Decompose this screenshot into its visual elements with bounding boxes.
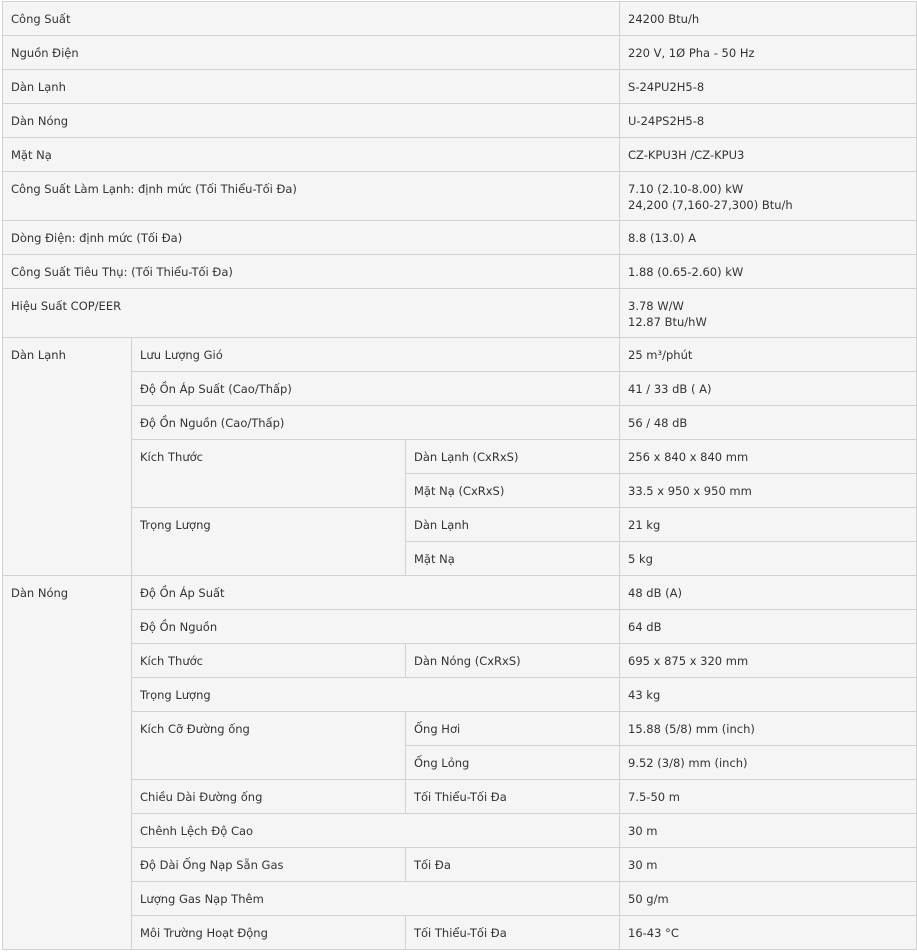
spec-sublabel: Tối Thiểu-Tối Đa xyxy=(406,916,620,950)
spec-sublabel: Dàn Nóng (CxRxS) xyxy=(406,644,620,678)
spec-sublabel: Mặt Nạ xyxy=(406,542,620,576)
spec-row-outdoor-dimensions xyxy=(3,644,917,678)
spec-value: 21 kg xyxy=(620,508,917,542)
spec-sublabel: Tối Thiểu-Tối Đa xyxy=(406,780,620,814)
spec-sublabel: Ống Hơi xyxy=(406,712,620,746)
spec-value: S-24PU2H5-8 xyxy=(620,70,917,104)
spec-label: Lưu Lượng Gió xyxy=(132,338,620,372)
spec-value: 7.10 (2.10-8.00) kW 24,200 (7,160-27,300) Btu/h xyxy=(620,172,917,221)
spec-label: Nguồn Điện xyxy=(3,36,620,70)
spec-row-power-source xyxy=(3,36,917,70)
spec-sublabel: Tối Đa xyxy=(406,848,620,882)
spec-label: Mặt Nạ xyxy=(3,138,620,172)
spec-row-current xyxy=(3,221,917,255)
section-heading-indoor: Dàn Lạnh xyxy=(3,338,132,576)
spec-row-outdoor-sound-pressure xyxy=(3,576,917,610)
spec-label: Dàn Lạnh xyxy=(3,70,620,104)
spec-value: 8.8 (13.0) A xyxy=(620,221,917,255)
spec-label: Công Suất Tiêu Thụ: (Tối Thiểu-Tối Đa) xyxy=(3,255,620,289)
spec-value: 50 g/m xyxy=(620,882,917,916)
spec-value: 220 V, 1Ø Pha - 50 Hz xyxy=(620,36,917,70)
spec-value: 16-43 °C xyxy=(620,916,917,950)
spec-row-outdoor-operating-range xyxy=(3,916,917,950)
spec-row-efficiency xyxy=(3,289,917,338)
spec-label: Trọng Lượng xyxy=(132,678,620,712)
spec-label: Độ Ồn Nguồn (Cao/Thấp) xyxy=(132,406,620,440)
spec-value: 25 m³/phút xyxy=(620,338,917,372)
spec-value: 48 dB (A) xyxy=(620,576,917,610)
spec-row-cooling-capacity xyxy=(3,172,917,221)
spec-label: Công Suất Làm Lạnh: định mức (Tối Thiểu-Tối Đa) xyxy=(3,172,620,221)
spec-row-indoor-model xyxy=(3,70,917,104)
spec-label: Chiều Dài Đường ống xyxy=(132,780,406,814)
spec-value: 1.88 (0.65-2.60) kW xyxy=(620,255,917,289)
spec-label: Độ Ồn Áp Suất xyxy=(132,576,620,610)
spec-label: Môi Trường Hoạt Động xyxy=(132,916,406,950)
section-heading-outdoor: Dàn Nóng xyxy=(3,576,132,950)
spec-label: Độ Ồn Nguồn xyxy=(132,610,620,644)
spec-row-outdoor-pipe-length xyxy=(3,780,917,814)
spec-row-capacity xyxy=(3,2,917,36)
spec-sublabel: Mặt Nạ (CxRxS) xyxy=(406,474,620,508)
spec-value: 695 x 875 x 320 mm xyxy=(620,644,917,678)
spec-value: 24200 Btu/h xyxy=(620,2,917,36)
spec-value: 30 m xyxy=(620,848,917,882)
spec-row-outdoor-precharge-length xyxy=(3,848,917,882)
spec-row-indoor-sound-power xyxy=(3,406,917,440)
spec-value: 3.78 W/W 12.87 Btu/hW xyxy=(620,289,917,338)
spec-row-outdoor-additional-gas xyxy=(3,882,917,916)
spec-label: Hiệu Suất COP/EER xyxy=(3,289,620,338)
spec-label: Độ Dài Ống Nạp Sẵn Gas xyxy=(132,848,406,882)
spec-row-outdoor-sound-power xyxy=(3,610,917,644)
spec-row-outdoor-model xyxy=(3,104,917,138)
spec-row-indoor-sound-pressure xyxy=(3,372,917,406)
specifications-table xyxy=(2,1,917,950)
spec-sublabel: Dàn Lạnh xyxy=(406,508,620,542)
spec-label: Kích Thước xyxy=(132,440,406,508)
spec-label: Kích Cỡ Đường ống xyxy=(132,712,406,780)
spec-value: 64 dB xyxy=(620,610,917,644)
spec-label: Lượng Gas Nạp Thêm xyxy=(132,882,620,916)
spec-value: 43 kg xyxy=(620,678,917,712)
spec-value: 33.5 x 950 x 950 mm xyxy=(620,474,917,508)
spec-label: Công Suất xyxy=(3,2,620,36)
spec-row-indoor-dimensions-unit xyxy=(3,440,917,474)
spec-label: Dòng Điện: định mức (Tối Đa) xyxy=(3,221,620,255)
spec-sublabel: Dàn Lạnh (CxRxS) xyxy=(406,440,620,474)
spec-row-power-input xyxy=(3,255,917,289)
spec-value: 256 x 840 x 840 mm xyxy=(620,440,917,474)
spec-value: 5 kg xyxy=(620,542,917,576)
spec-value: 41 / 33 dB ( A) xyxy=(620,372,917,406)
spec-value: CZ-KPU3H /CZ-KPU3 xyxy=(620,138,917,172)
spec-value: 15.88 (5/8) mm (inch) xyxy=(620,712,917,746)
spec-label: Chênh Lệch Độ Cao xyxy=(132,814,620,848)
spec-row-panel-model xyxy=(3,138,917,172)
spec-row-outdoor-elevation xyxy=(3,814,917,848)
spec-value: 56 / 48 dB xyxy=(620,406,917,440)
spec-label: Độ Ồn Áp Suất (Cao/Thấp) xyxy=(132,372,620,406)
spec-label: Dàn Nóng xyxy=(3,104,620,138)
spec-value: 30 m xyxy=(620,814,917,848)
spec-value: U-24PS2H5-8 xyxy=(620,104,917,138)
spec-row-indoor-air-flow xyxy=(3,338,917,372)
spec-label: Kích Thước xyxy=(132,644,406,678)
spec-label: Trọng Lượng xyxy=(132,508,406,576)
spec-value: 9.52 (3/8) mm (inch) xyxy=(620,746,917,780)
spec-sublabel: Ống Lỏng xyxy=(406,746,620,780)
spec-row-outdoor-weight xyxy=(3,678,917,712)
spec-row-outdoor-pipe-gas xyxy=(3,712,917,746)
spec-row-indoor-weight-unit xyxy=(3,508,917,542)
spec-value: 7.5-50 m xyxy=(620,780,917,814)
